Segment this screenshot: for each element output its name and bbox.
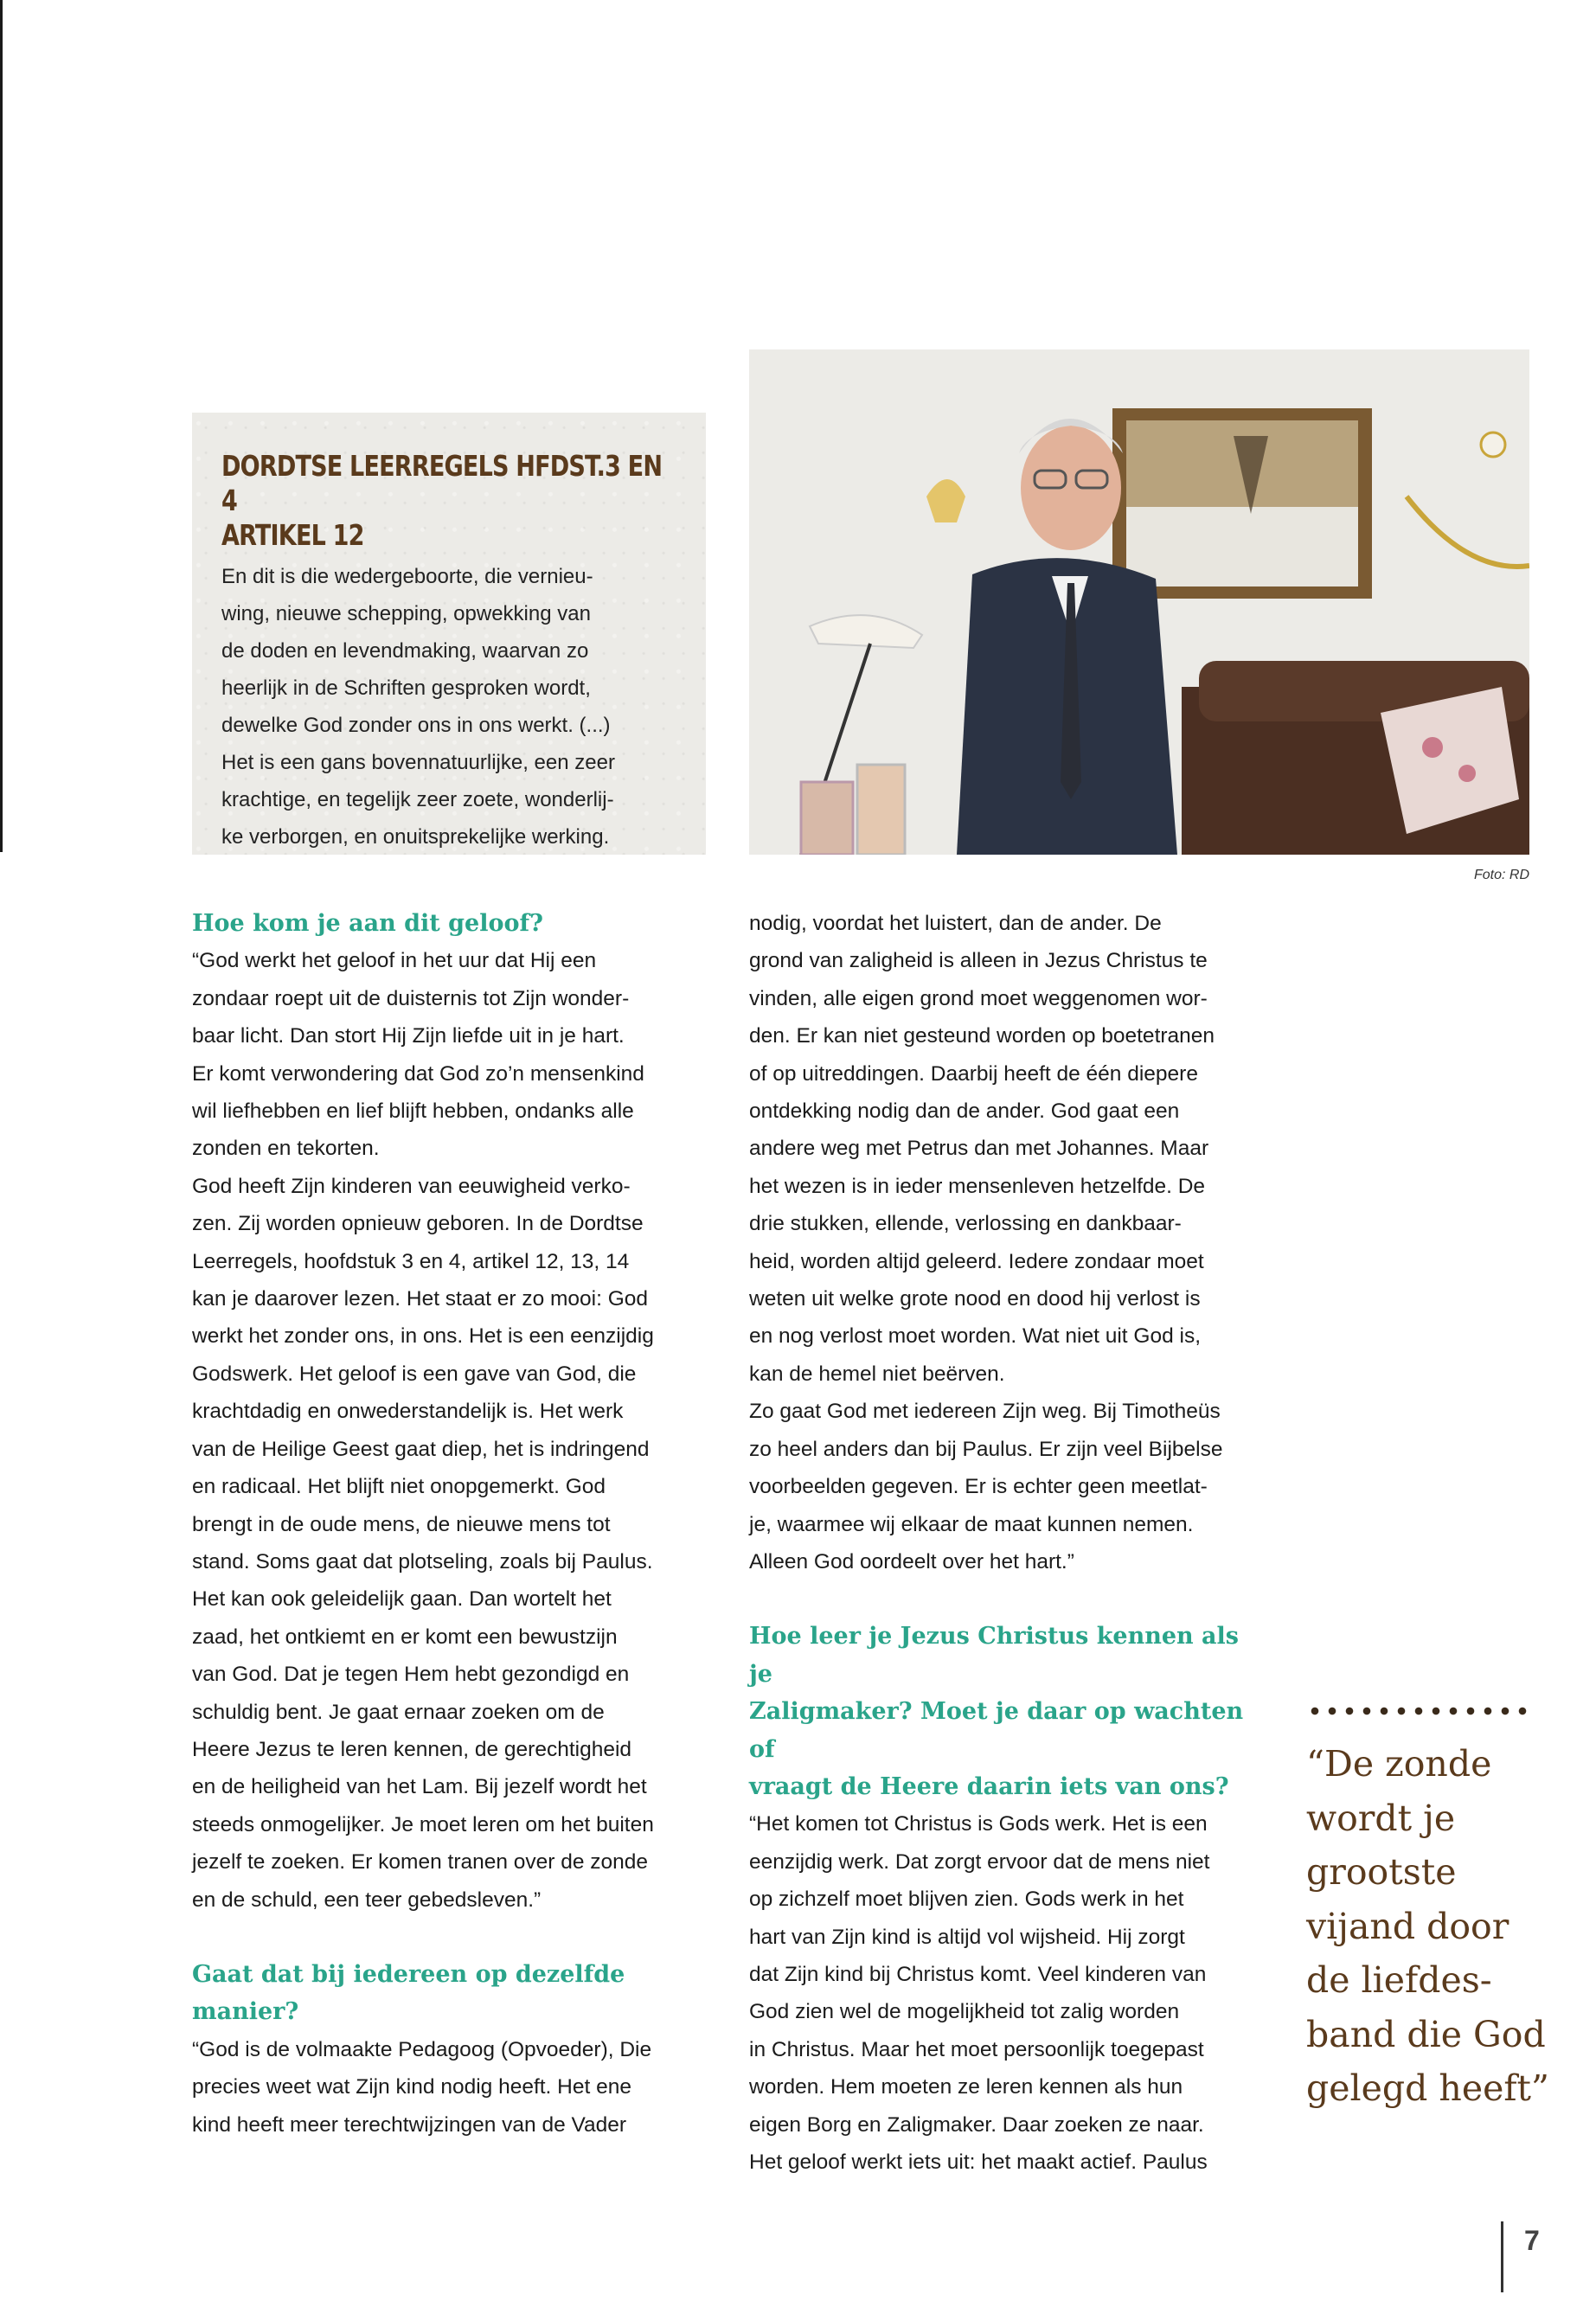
text-line: Er komt verwondering dat God zo’n mensenkind xyxy=(192,1061,644,1086)
text-line: zo heel anders dan bij Paulus. Er zijn veel Bijbelse xyxy=(749,1437,1223,1461)
sidebar-line: heerlijk in de Schriften gesproken wordt, xyxy=(221,676,591,700)
quote-line: gelegd heeft” xyxy=(1306,2067,1549,2109)
section-heading: Gaat dat bij iedereen op dezelfde manier? xyxy=(192,1960,625,2026)
text-line: God zien wel de mogelijkheid tot zalig worden xyxy=(749,2000,1180,2024)
text-line: stand. Soms gaat dat plotseling, zoals bij Paulus. xyxy=(192,1549,653,1574)
text-line: jezelf te zoeken. Er komen tranen over de zonde xyxy=(192,1850,649,1875)
text-line: nodig, voordat het luistert, dan de ander. De xyxy=(749,912,1162,935)
body-paragraph xyxy=(192,2031,711,2144)
page-number-rule xyxy=(1501,2221,1503,2292)
text-line: dat Zijn kind bij Christus komt. Veel kinderen van xyxy=(749,1962,1207,1986)
text-line: “God is de volmaakte Pedagoog (Opvoeder), Die xyxy=(192,2037,652,2061)
text-line: Het kan ook geleidelijk gaan. Dan wortelt het xyxy=(192,1587,612,1612)
photo-credit: Foto: RD xyxy=(1473,868,1529,882)
quote-line: band die God xyxy=(1306,2013,1546,2055)
text-line: zonden en tekorten. xyxy=(192,1137,380,1161)
sidebar-line: Het is een gans bovennatuurlijke, een zeer xyxy=(221,751,615,774)
text-line: brengt in de oude mens, de nieuwe mens tot xyxy=(192,1512,611,1536)
text-line: ontdekking nodig dan de ander. God gaat een xyxy=(749,1099,1180,1124)
text-line: het wezen is in ieder mensenleven hetzelfde. De xyxy=(749,1174,1206,1198)
text-line: grond van zaligheid is alleen in Jezus Christus te xyxy=(749,949,1208,973)
text-line: drie stukken, ellende, verlossing en dankbaar- xyxy=(749,1212,1182,1236)
sidebar-line: ke verborgen, en onuitsprekelijke werking. xyxy=(221,825,610,849)
paragraph-gap xyxy=(192,1919,711,1956)
sidebar-line: En dit is die wedergeboorte, die vernieu- xyxy=(221,565,593,588)
text-line: wil liefhebben en lief blijft hebben, ondanks alle xyxy=(192,1099,634,1124)
text-line: kind heeft meer terechtwijzingen van de Vader xyxy=(192,2112,627,2137)
text-line: precies weet wat Zijn kind nodig heeft. Het ene xyxy=(192,2075,631,2099)
text-line: den. Er kan niet gesteund worden op boetetranen xyxy=(749,1024,1215,1048)
text-line: Alleen God oordeelt over het hart.” xyxy=(749,1549,1074,1574)
heading-line: vraagt de Heere daarin iets van ons? xyxy=(749,1772,1229,1800)
portrait-illustration xyxy=(749,349,1529,855)
text-line: steeds onmogelijker. Je moet leren om het buiten xyxy=(192,1812,654,1836)
text-line: en nog verlost moet worden. Wat niet uit God is, xyxy=(749,1324,1202,1349)
text-line: vinden, alle eigen grond moet weggenomen wor- xyxy=(749,986,1208,1010)
text-line: kan de hemel niet beërven. xyxy=(749,1362,1005,1386)
quote-line: “De zonde xyxy=(1306,1743,1492,1785)
sidebar-line: de doden en levendmaking, waarvan zo xyxy=(221,639,589,663)
heading-line: Zaligmaker? Moet je daar op wachten of xyxy=(749,1698,1244,1763)
sidebar-line: krachtige, en tegelijk zeer zoete, wonderlij- xyxy=(221,788,614,811)
section-heading xyxy=(749,1618,1268,1805)
text-line: eenzijdig werk. Dat zorgt ervoor dat de mens niet xyxy=(749,1849,1210,1874)
text-line: en radicaal. Het blijft niet onopgemerkt. God xyxy=(192,1475,606,1499)
article-column-right xyxy=(749,905,1268,2181)
text-line: zen. Zij worden opnieuw geboren. In de Dordtse xyxy=(192,1212,644,1236)
text-line: voorbeelden gegeven. Er is echter geen meetlat- xyxy=(749,1475,1208,1499)
sidebar-text xyxy=(221,558,676,856)
text-line: of op uitreddingen. Daarbij heeft de één diepere xyxy=(749,1061,1198,1086)
quote-line: vijand door xyxy=(1306,1905,1509,1947)
text-line: werkt het zonder ons, in ons. Het is een eenzijdig xyxy=(192,1324,654,1349)
text-line: je, waarmee wij elkaar de maat kunnen nemen. xyxy=(749,1512,1194,1536)
text-line: op zichzelf moet blijven zien. Gods werk in het xyxy=(749,1888,1184,1912)
page-number: 7 xyxy=(1524,2225,1540,2256)
text-line: God heeft Zijn kinderen van eeuwigheid verko- xyxy=(192,1174,631,1198)
quote-line: grootste xyxy=(1306,1851,1457,1893)
text-line: weten uit welke grote nood en dood hij verlost is xyxy=(749,1287,1201,1311)
sidebar-title-line: DORDTSE LEERREGELS HFDST.3 EN 4 xyxy=(221,449,663,517)
text-line: baar licht. Dan stort Hij Zijn liefde uit in je hart. xyxy=(192,1024,625,1048)
text-line: heid, worden altijd geleerd. Iedere zondaar moet xyxy=(749,1249,1204,1273)
sidebar-title xyxy=(221,449,676,553)
text-line: Heere Jezus te leren kennen, de gerechtigheid xyxy=(192,1737,632,1761)
text-line: kan je daarover lezen. Het staat er zo mooi: God xyxy=(192,1287,649,1311)
quote-line: wordt je xyxy=(1306,1797,1456,1839)
article-column-left xyxy=(192,905,711,2144)
text-line: van de Heilige Geest gaat diep, het is indringend xyxy=(192,1437,650,1461)
text-line: Het geloof werkt iets uit: het maakt actief. Paulus xyxy=(749,2150,1208,2174)
text-line: zaad, het ontkiemt en er komt een bewustzijn xyxy=(192,1625,618,1649)
text-line: “God werkt het geloof in het uur dat Hij een xyxy=(192,949,597,973)
sidebar-box xyxy=(192,413,706,855)
paragraph-gap xyxy=(749,1580,1268,1618)
text-line: krachtdadig en onwederstandelijk is. Het werk xyxy=(192,1400,624,1424)
quote-dotted-rule xyxy=(1306,1707,1533,1715)
text-line: Zo gaat God met iedereen Zijn weg. Bij Timotheüs xyxy=(749,1400,1221,1424)
left-margin-rule xyxy=(0,0,3,852)
sidebar-line: wing, nieuwe schepping, opwekking van xyxy=(221,602,591,625)
text-line: en de schuld, een teer gebedsleven.” xyxy=(192,1888,542,1912)
section-heading: Hoe kom je aan dit geloof? xyxy=(192,910,543,937)
text-line: schuldig bent. Je gaat ernaar zoeken om de xyxy=(192,1700,605,1724)
text-line: zondaar roept uit de duisternis tot Zijn wonder- xyxy=(192,986,630,1010)
portrait-photo xyxy=(749,349,1529,855)
text-line: “Het komen tot Christus is Gods werk. Het is een xyxy=(749,1812,1208,1836)
text-line: en de heiligheid van het Lam. Bij jezelf wordt het xyxy=(192,1775,647,1799)
heading-line: Hoe leer je Jezus Christus kennen als je xyxy=(749,1623,1240,1688)
text-line: andere weg met Petrus dan met Johannes. Maar xyxy=(749,1137,1209,1161)
quote-line: de liefdes- xyxy=(1306,1959,1492,2001)
body-paragraph xyxy=(749,905,1268,1580)
text-line: eigen Borg en Zaligmaker. Daar zoeken ze naar. xyxy=(749,2112,1204,2137)
text-line: in Christus. Maar het moet persoonlijk toegepast xyxy=(749,2037,1204,2061)
pull-quote xyxy=(1306,1737,1557,2116)
text-line: worden. Hem moeten ze leren kennen als hun xyxy=(749,2075,1183,2099)
sidebar-title-line: ARTIKEL 12 xyxy=(221,518,364,552)
text-line: van God. Dat je tegen Hem hebt gezondigd en xyxy=(192,1663,630,1687)
sidebar-line: dewelke God zonder ons in ons werkt. (...) xyxy=(221,714,611,737)
body-paragraph xyxy=(192,942,711,1919)
text-line: Godswerk. Het geloof is een gave van God, die xyxy=(192,1362,637,1386)
body-paragraph xyxy=(749,1805,1268,2181)
text-line: hart van Zijn kind is altijd vol wijsheid. Hij zorgt xyxy=(749,1925,1185,1949)
text-line: Leerregels, hoofdstuk 3 en 4, artikel 12, 13, 14 xyxy=(192,1249,630,1273)
